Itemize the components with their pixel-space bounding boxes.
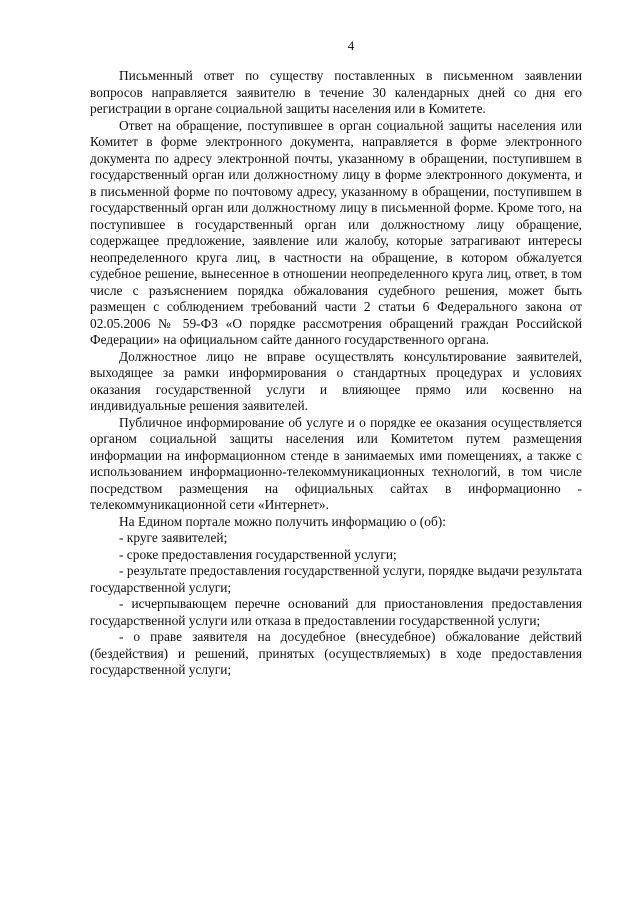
page-number: 4 <box>347 38 355 53</box>
paragraph-written-response: Письменный ответ по существу поставленных в письменном заявлении вопросов направляется заявителю в течение 30 календарных дней со дня его регистрации в органе социальной защиты населения или в Комитете. <box>90 68 582 116</box>
paragraph-public-informing: Публичное информирование об услуге и о порядке ее оказания осуществляется органом социальной защиты населения или Комитетом путем размещения информации на информационном стенде в занимаемых ими помещениях, а также с использованием информационно-телекоммуникационных технологий, в том числе посредством размещения на официальных сайтах в информационно - телекоммуникационной сети «Интернет». <box>90 414 582 512</box>
paragraph-portal-intro: На Едином портале можно получить информацию о (об): <box>119 513 446 529</box>
list-item: - сроке предоставления государственной услуги; <box>119 546 397 562</box>
paragraph-official-restrictions: Должностное лицо не вправе осуществлять консультирование заявителей, выходящее за рамки информирования о стандартных процедурах и условиях оказания государственной услуги и влияющее прямо или косвенно на индивидуальные решения заявителей. <box>90 348 582 413</box>
paragraph-electronic-response: Ответ на обращение, поступившее в орган социальной защиты населения или Комитет в форме электронного документа, направляется в форме электронного документа по адресу электронной почты, указанному в обращении, поступившем в государственный орган или должностному лицу в форме электронного документа, и в письменной форме по почтовому адресу, указанному в обращении, поступившем в государственный орган или должностному лицу в письменной форме. Кроме того, на поступившее в государственный орган или должностному лицу обращение, содержащее предложение, заявление или жалобу, которые затрагивают интересы неопределенного круга лиц, в частности на обращение, в котором обжалуется судебное решение, вынесенное в отношении неопределенного круга лиц, ответ, в том числе с разъяснением порядка обжалования судебного решения, может быть размещен с соблюдением требований части 2 статьи 6 Федерального закона от 02.05.2006 № 59-ФЗ «О порядке рассмотрения обращений граждан Российской Федерации» на официальном сайте данного государственного органа. <box>90 117 582 347</box>
list-item: - результате предоставления государственной услуги, порядке выдачи результата государственной услуги; <box>90 563 582 595</box>
list-item: - о праве заявителя на досудебное (внесудебное) обжалование действий (бездействия) и решений, принятых (осуществляемых) в ходе предоставления государственной услуги; <box>90 629 582 677</box>
list-item: - исчерпывающем перечне оснований для приостановления предоставления государственной услуги или отказа в предоставлении государственной услуги; <box>90 596 582 628</box>
list-item: - круге заявителей; <box>119 530 228 545</box>
